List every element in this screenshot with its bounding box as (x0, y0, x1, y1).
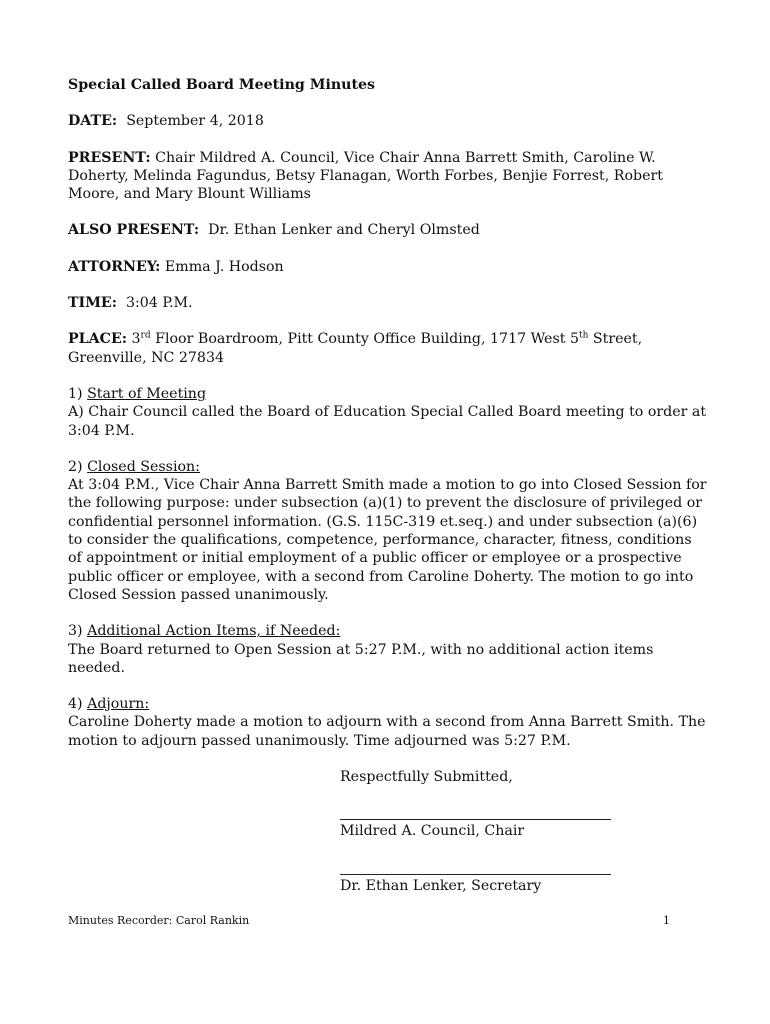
signature-line-chair (340, 819, 611, 820)
section-body: Caroline Doherty made a motion to adjourn with a second from Anna Barrett Smith. The motion to adjourn passed unanimously. Time adjourned was 5:27 P.M. (68, 714, 706, 749)
section-heading (68, 622, 708, 640)
section-heading (68, 458, 708, 476)
section-adjourn (68, 695, 708, 750)
time-value: 3:04 P.M. (125, 295, 193, 312)
time-line (68, 294, 708, 312)
date-label: DATE: (68, 113, 118, 130)
present-value: Chair Mildred A. Council, Vice Chair Anna Barrett Smith, Caroline W. Doherty, Melinda Fagundus, Betsy Flanagan, Worth Forbes, Benjie Forrest, Robert Moore, and Mary Blount Williams (68, 149, 663, 203)
also-present-label: ALSO PRESENT: (68, 222, 200, 239)
date-value: September 4, 2018 (126, 113, 264, 130)
place-text-3: Street, Greenville, NC 27834 (68, 331, 643, 366)
place-text-2: Floor Boardroom, Pitt County Office Building, 1717 West 5 (150, 331, 579, 348)
section-start-of-meeting (68, 385, 708, 440)
page-number: 1 (663, 914, 670, 927)
closing-text: Respectfully Submitted, (340, 769, 513, 785)
signature-line-secretary (340, 874, 611, 875)
place-sup-1: rd (140, 330, 151, 341)
section-title: Adjourn: (87, 696, 150, 713)
date-line (68, 112, 708, 130)
signer-secretary: Dr. Ethan Lenker, Secretary (340, 878, 542, 894)
section-title: Start of Meeting (87, 385, 207, 402)
section-closed-session (68, 458, 708, 604)
section-number: 2) (68, 458, 88, 475)
section-body: The Board returned to Open Session at 5:27 P.M., with no additional action items needed. (68, 641, 654, 676)
also-present-line (68, 221, 708, 239)
present-label: PRESENT: (68, 149, 151, 166)
place-line (68, 330, 708, 367)
section-body: At 3:04 P.M., Vice Chair Anna Barrett Smith made a motion to go into Closed Session for the following purpose: under subsection (a)(1) to prevent the disclosure of privileged or confidential personnel information. (G.S. 115C-319 et.seq.) and under subsection (a)(6) to consider the qualifications, competence, performance, character, fitness, conditions of appointment or initial employment of a public officer or employee or a prospective public officer or employee, with a second from Caroline Doherty. The motion to go into Closed Session passed unanimously. (68, 477, 707, 603)
minutes-recorder: Minutes Recorder: Carol Rankin (68, 914, 250, 927)
section-title: Additional Action Items, if Needed: (87, 623, 341, 640)
section-title: Closed Session: (87, 458, 200, 475)
section-body: A) Chair Council called the Board of Education Special Called Board meeting to order at 3:04 P.M. (68, 404, 707, 439)
section-number: 3) (68, 623, 88, 640)
attorney-value: Emma J. Hodson (164, 258, 284, 275)
document-title: Special Called Board Meeting Minutes (68, 77, 376, 93)
section-heading (68, 385, 708, 403)
page-footer (68, 914, 670, 928)
place-sup-2: th (578, 330, 589, 341)
section-number: 1) (68, 385, 88, 402)
minutes-document (68, 76, 708, 768)
place-text-1: 3 (131, 331, 141, 348)
section-additional-action-items (68, 622, 708, 677)
present-line (68, 149, 708, 204)
time-label: TIME: (68, 295, 117, 312)
also-present-value: Dr. Ethan Lenker and Cheryl Olmsted (208, 222, 480, 239)
attorney-line (68, 258, 708, 276)
attorney-label: ATTORNEY: (68, 258, 161, 275)
section-heading (68, 695, 708, 713)
section-number: 4) (68, 696, 88, 713)
signer-chair: Mildred A. Council, Chair (340, 823, 525, 839)
place-label: PLACE: (68, 331, 127, 348)
